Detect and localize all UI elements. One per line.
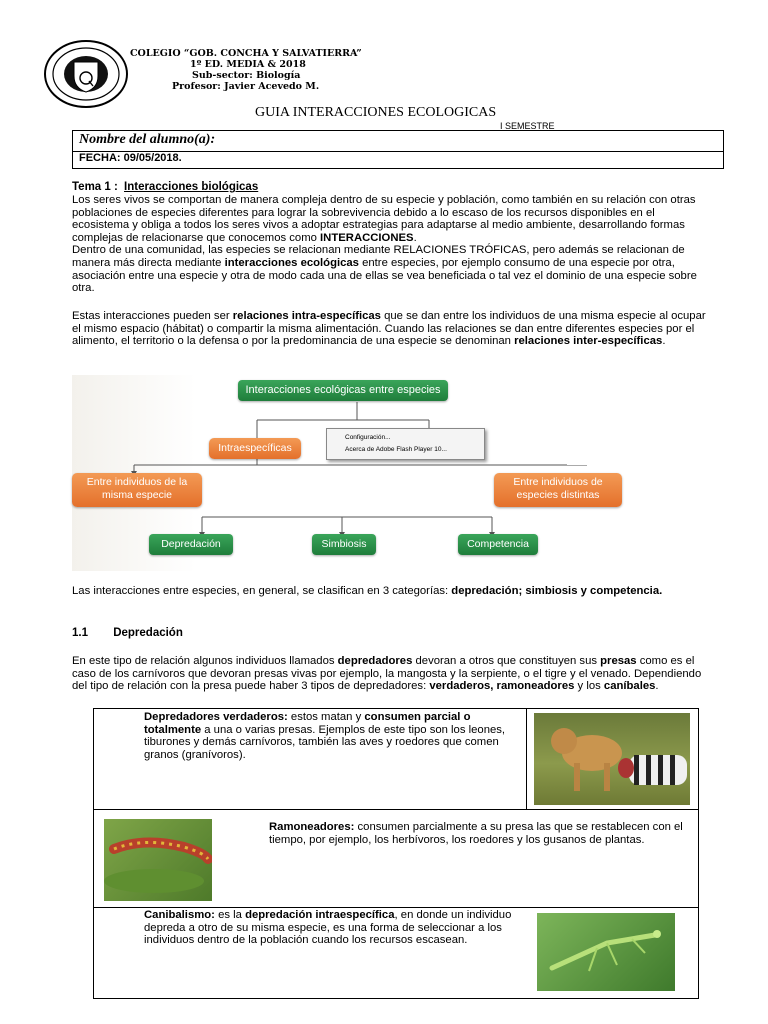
table-row xyxy=(94,809,698,908)
row3-t3: depredación intraespecífica xyxy=(245,909,395,921)
p4-e: como es el caso de los carnívoros que devoran presas vivas por ejemplo, la mangosta y la serpiente, o el tigre y el venado. Dependiendo del tipo de relación con la presa puede haber 3 tipos de depredadores: xyxy=(72,655,702,693)
p4-g: y los xyxy=(574,680,604,693)
row2-t1: Ramoneadores: xyxy=(269,821,355,833)
row1-t4: a una o varias presas. Ejemplos de este tipo son los leones, tiburones y demás carnívoros, también las aves y roedores que comen granos (granívoros). xyxy=(144,723,506,761)
inter-desc-line1: Entre individuos de xyxy=(513,476,603,488)
tema-title: Interacciones biológicas xyxy=(124,181,259,193)
p4-i: . xyxy=(655,680,659,693)
p1-b: INTERACCIONES xyxy=(320,231,414,244)
p4-a: En este tipo de relación algunos individuos llamados xyxy=(72,655,338,667)
p1-a: Los seres vivos se comportan de manera compleja dentro de su especie y población, como también en su relación con otras poblaciones de especies diferentes para lograr la sobrevivencia debido a lo escaso de los recursos disponibles en el ecosistema y obliga a todos los seres vivos a adoptar estrategias para adaptarse al medio ambiente, desarrollando formas complejas de relacionarse que conocemos como xyxy=(72,194,696,244)
section-title: Depredación xyxy=(113,627,183,639)
paragraph-3 xyxy=(72,585,712,598)
table-row xyxy=(94,709,698,810)
tema-prefix: Tema 1 : xyxy=(72,181,118,193)
teacher-info: Profesor: Javier Acevedo M. xyxy=(172,81,320,92)
section-number: 1.1 xyxy=(72,627,88,639)
school-logo xyxy=(44,40,128,108)
course-info: 1º ED. MEDIA & 2018 xyxy=(190,59,306,70)
student-name-field[interactable] xyxy=(72,130,724,152)
table-row xyxy=(94,907,698,998)
p2-a: Estas interacciones pueden ser xyxy=(72,310,233,322)
p4-h: caníbales xyxy=(603,680,656,693)
row3-t4: , en donde un individuo depreda a otro de su misma especie, es una forma de seleccionar a los individuos dentro de la población cuando los recursos escasean. xyxy=(144,909,512,947)
paragraph-4 xyxy=(72,655,712,693)
mantis-image xyxy=(537,913,675,991)
p2-c: que se dan entre los individuos de una misma especie al ocupar el mismo espacio (hábitat) o compartir la misma alimentación. Cuando las relaciones se dan entre diferentes especies por el alimento, el territorio o la defensa o por la predominancia de una especie se denominan xyxy=(72,310,706,348)
paragraph-2 xyxy=(72,310,712,348)
p2-d: relaciones inter-específicas xyxy=(514,335,663,348)
row1-t3: consumen parcial o totalmente xyxy=(144,711,471,736)
menu-item-about-flash[interactable]: Acerca de Adobe Flash Player 10... xyxy=(345,446,447,453)
tema-heading xyxy=(72,181,258,193)
semester-label: I SEMESTRE xyxy=(500,121,555,131)
p2-b: relaciones intra-específicas xyxy=(232,310,381,322)
p1-d: Dentro de una comunidad, las especies se relacionan mediante RELACIONES TRÓFICAS, pero además se relacionan de manera más directa mediante xyxy=(72,244,685,269)
diagram-connector-extension xyxy=(567,465,627,477)
row3-t2: es la xyxy=(214,909,246,921)
p2-e: . xyxy=(662,335,666,348)
p4-f: verdaderos, ramoneadores xyxy=(429,680,575,693)
diagram-root-node: Interacciones ecológicas entre especies xyxy=(238,380,448,401)
p3-a: Las interacciones entre especies, en general, se clasifican en 3 categorías: xyxy=(72,585,452,597)
row2-t2: consumen parcialmente a su presa las que se restablecen con el tiempo, por ejemplo, los herbívoros, los roedores y los gusanos de plantas. xyxy=(269,821,683,846)
p1-c: . xyxy=(413,231,417,244)
row1-t1: Depredadores verdaderos: xyxy=(144,711,288,723)
diagram-leaf-simbiosis: Simbiosis xyxy=(312,534,376,555)
diagram-intra-node: Intraespecíficas xyxy=(209,438,301,459)
caterpillar-image xyxy=(104,819,212,901)
row3-text xyxy=(144,909,514,947)
predator-table xyxy=(93,708,699,999)
date-label: FECHA: 09/05/2018. xyxy=(79,152,182,164)
menu-item-configuracion[interactable]: Configuración... xyxy=(345,434,391,441)
row2-text xyxy=(269,821,684,846)
p4-d: presas xyxy=(600,655,637,667)
p4-c: devoran a otros que constituyen sus xyxy=(412,655,601,667)
row1-t2: estos matan y xyxy=(287,711,365,723)
diagram-leaf-competencia: Competencia xyxy=(458,534,538,555)
school-name: COLEGIO “GOB. CONCHA Y SALVATIERRA” xyxy=(130,48,362,59)
page-title: GUIA INTERACCIONES ECOLOGICAS xyxy=(255,105,497,120)
diagram-intra-desc-node xyxy=(72,473,202,507)
section-heading xyxy=(72,627,183,639)
p3-b: depredación; simbiosis y competencia. xyxy=(451,585,663,597)
row1-text xyxy=(144,711,514,761)
row3-t1: Canibalismo: xyxy=(144,909,215,921)
p4-b: depredadores xyxy=(337,655,413,667)
p1-f: entre especies, por ejemplo consumo de una especie por otra, asociación entre una especie y otra de modo cada una de ellas se vea beneficiada o tal vez el dominio de una especie sobre otra. xyxy=(72,256,697,295)
inter-desc-line2: especies distintas xyxy=(516,489,600,501)
p1-e: interacciones ecológicas xyxy=(224,256,359,269)
diagram-inter-desc-node xyxy=(494,473,622,507)
paragraph-1 xyxy=(72,194,712,295)
date-field xyxy=(72,150,724,169)
flash-context-menu[interactable] xyxy=(326,428,485,460)
intra-desc-line2: misma especie xyxy=(101,489,173,501)
lion-zebra-image xyxy=(534,713,690,805)
student-name-label: Nombre del alumno(a): xyxy=(79,132,216,147)
diagram-leaf-depredacion: Depredación xyxy=(149,534,233,555)
interactions-diagram xyxy=(72,375,603,571)
subsector-info: Sub-sector: Biología xyxy=(192,70,301,81)
intra-desc-line1: Entre individuos de la xyxy=(86,476,188,488)
